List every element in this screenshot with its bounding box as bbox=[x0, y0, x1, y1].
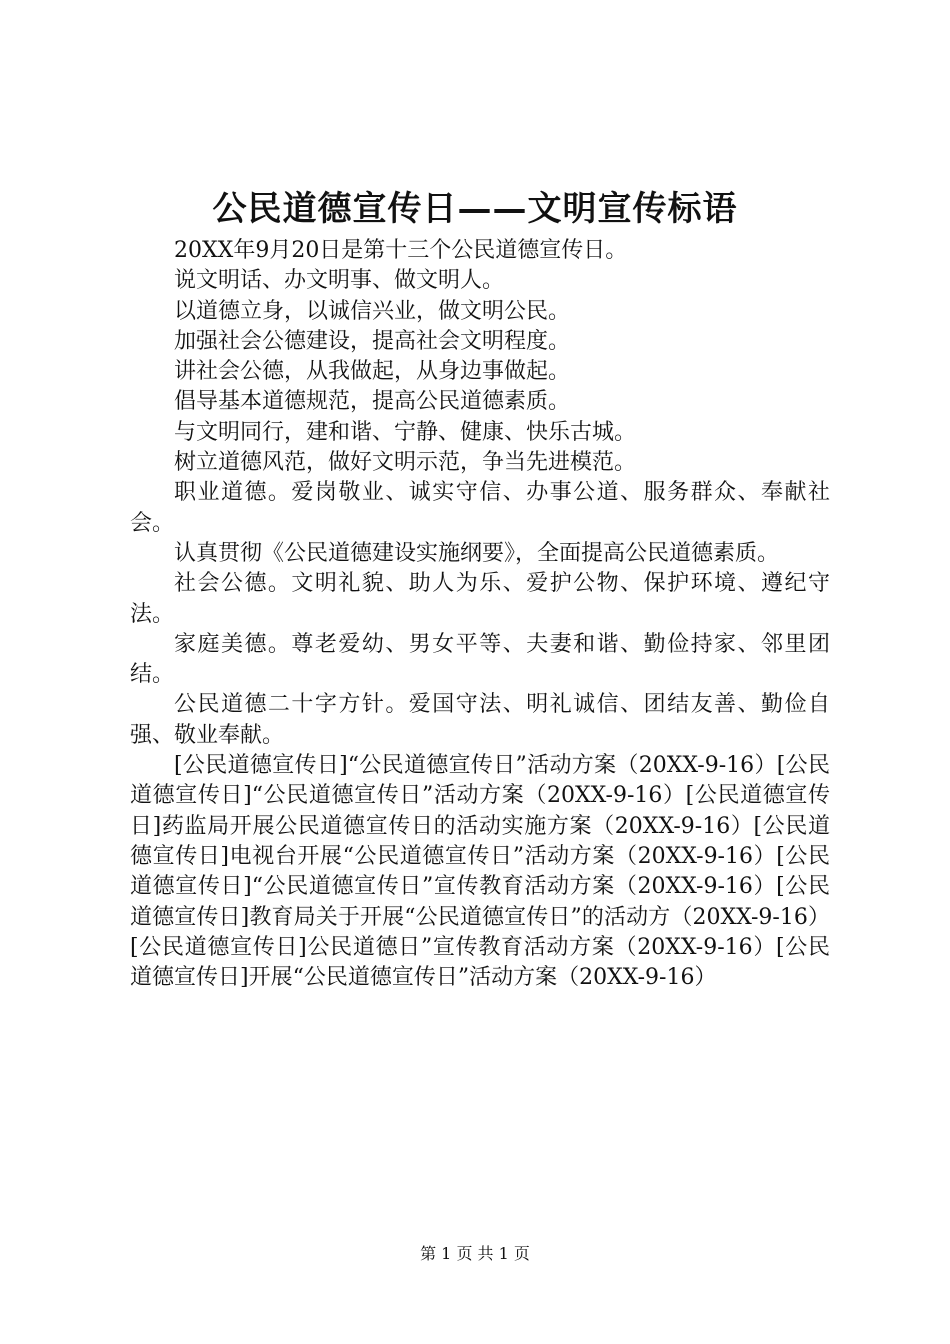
paragraph: 与文明同行，建和谐、宁静、健康、快乐古城。 bbox=[174, 419, 637, 445]
document-body bbox=[130, 236, 830, 993]
paragraph: 讲社会公德，从我做起，从身边事做起。 bbox=[174, 359, 571, 385]
paragraph: 加强社会公德建设，提高社会文明程度。 bbox=[174, 328, 571, 354]
document-title: 公民道德宣传日——文明宣传标语 bbox=[212, 189, 738, 229]
paragraph: 社会公德。文明礼貌、助人为乐、爱护公物、保护环境、遵纪守法。 bbox=[130, 571, 830, 627]
paragraph: 职业道德。爱岗敬业、诚实守信、办事公道、服务群众、奉献社会。 bbox=[130, 480, 830, 536]
paragraph: 倡导基本道德规范，提高公民道德素质。 bbox=[174, 389, 571, 415]
paragraph: 树立道德风范，做好文明示范，争当先进模范。 bbox=[174, 450, 637, 476]
paragraph: [公民道德宣传日]“公民道德宣传日”活动方案（20XX-9-16）[公民道德宣传日]“公民道德宣传日”活动方案（20XX-9-16）[公民道德宣传日]药监局开展公民道德宣传日的活动实施方案（20XX-9-16）[公民道德宣传日]电视台开展“公民道德宣传日”活动方案（20XX-9-16）[公民道德宣传日]“公民道德宣传日”宣传教育活动方案（20XX-9-16）[公民道德宣传日]教育局关于开展“公民道德宣传日”的活动方（20XX-9-16）[公民道德宣传日]公民道德日”宣传教育活动方案（20XX-9-16）[公民道德宣传日]开展“公民道德宣传日”活动方案（20XX-9-16） bbox=[130, 753, 830, 991]
paragraph: 认真贯彻《公民道德建设实施纲要》，全面提高公民道德素质。 bbox=[174, 540, 780, 566]
paragraph: 公民道德二十字方针。爱国守法、明礼诚信、团结友善、勤俭自强、敬业奉献。 bbox=[130, 692, 830, 748]
paragraph: 家庭美德。尊老爱幼、男女平等、夫妻和谐、勤俭持家、邻里团结。 bbox=[130, 631, 830, 688]
paragraph: 说文明话、办文明事、做文明人。 bbox=[174, 268, 505, 294]
page-number-footer: 第 1 页 共 1 页 bbox=[420, 1244, 530, 1263]
paragraph: 20XX年9月20日是第十三个公民道德宣传日。 bbox=[174, 238, 628, 263]
paragraph: 以道德立身，以诚信兴业，做文明公民。 bbox=[174, 298, 571, 324]
